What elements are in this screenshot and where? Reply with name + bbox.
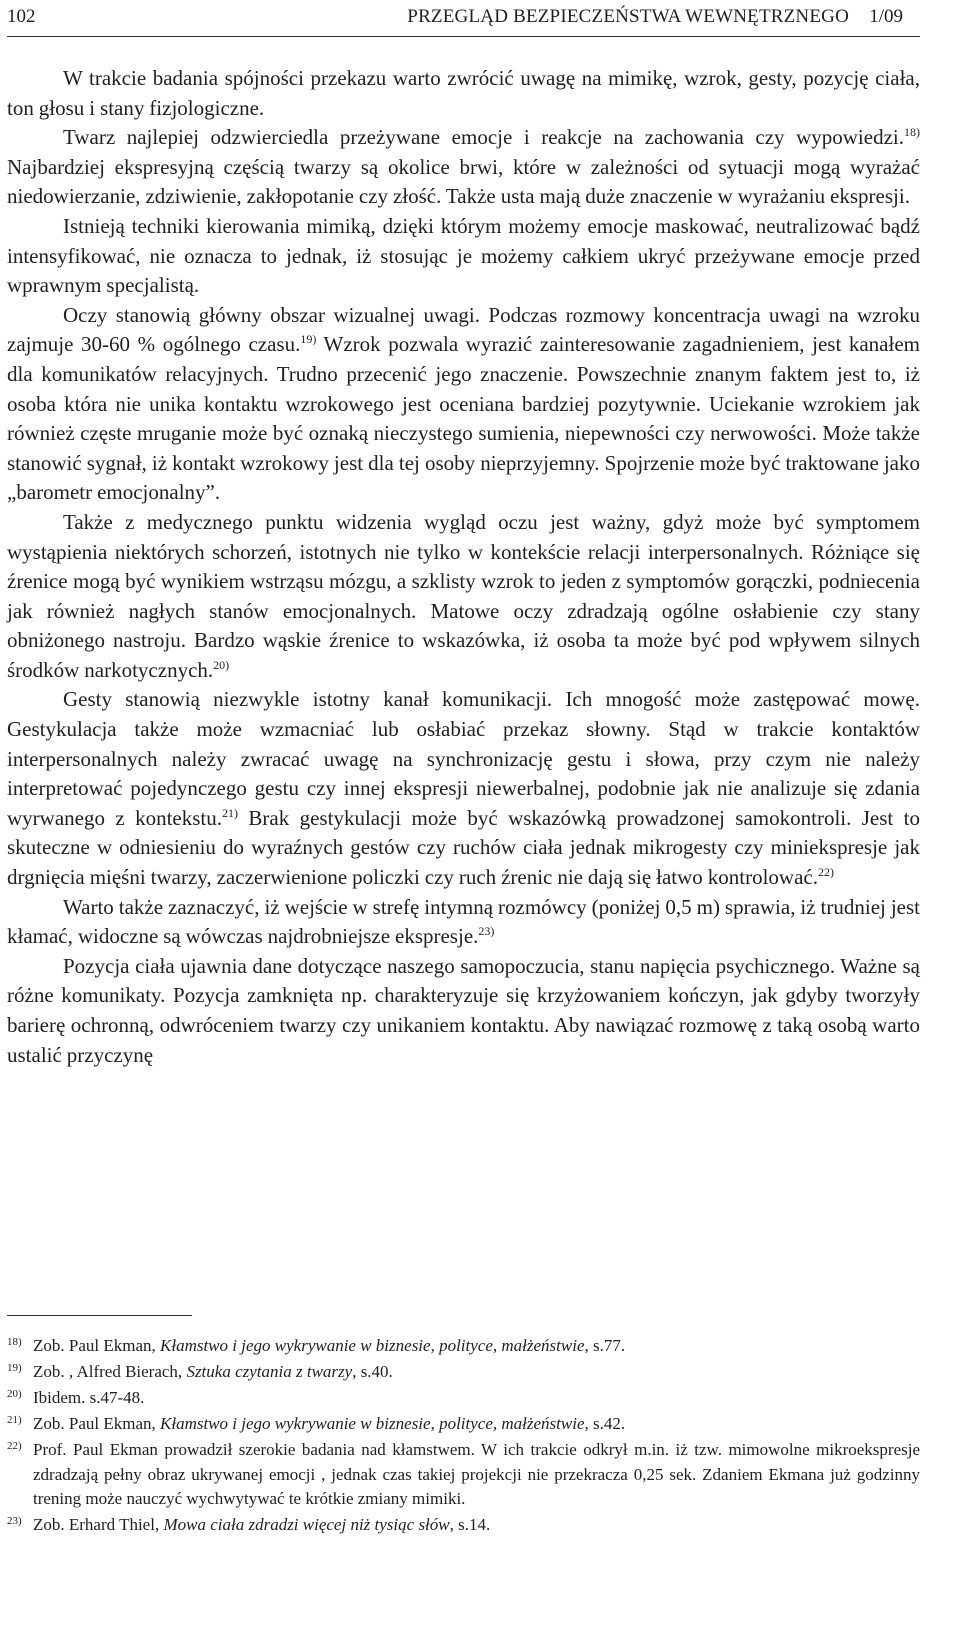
footnote-book-title: Sztuka czytania z twarzy xyxy=(186,1362,353,1381)
paragraph-gaze-overview xyxy=(7,64,920,123)
footnote-22 xyxy=(7,1438,920,1512)
footnote-number: 22) xyxy=(7,1440,22,1452)
paragraph-text: Brak gestykulacji może być wskazówką prowadzonej samokontroli. Jest to skuteczne w odniesieniu do wyraźnych gestów czy ruchów ciała jednak mikrogesty czy miniekspresje jak drgnięcia mięśni twarzy, zaczerwienione policzki czy ruch źrenic nie dają się łatwo kontrolować. xyxy=(7,805,920,890)
footnote-number: 20) xyxy=(7,1388,22,1400)
paragraph-text: Warto także zaznaczyć, iż wejście w strefę intymną rozmówcy (poniżej 0,5 m) sprawia, iż trudniej jest kłamać, widoczne są wówczas najdrobniejsze ekspresje. xyxy=(7,894,920,949)
paragraph-intimate-zone xyxy=(7,893,920,952)
paragraph-text: Także z medycznego punktu widzenia wygląd oczu jest ważny, gdyż może być symptomem wystąpienia niektórych schorzeń, istotnych nie tylko w kontekście relacji interpersonalnych. Różniące się źrenice mogą być wynikiem wstrząsu mózgu, a szklisty wzrok to jeden z symptomów gorączki, podniecenia jak również nagłych stanów emocjonalnych. Matowe oczy zdradzają ogólne osłabienie czy stany obniżonego nastroju. Bardzo wąskie źrenice to wskazówka, iż osoba ta może być pod wpływem silnych środków narkotycznych. xyxy=(7,509,920,682)
footnote-21 xyxy=(7,1412,920,1437)
footnote-book-title: Mowa ciała zdradzi więcej niż tysiąc słów xyxy=(163,1515,450,1534)
paragraph-gestures xyxy=(7,685,920,892)
header-divider xyxy=(7,36,920,37)
footnote-number: 19) xyxy=(7,1362,22,1374)
journal-title: PRZEGLĄD BEZPIECZEŃSTWA WEWNĘTRZNEGO xyxy=(407,6,849,27)
footnote-text: Ibidem. s.47-48. xyxy=(33,1388,145,1407)
footnote-ref-18[interactable]: 18) xyxy=(904,125,920,140)
footnote-text: Zob. Paul Ekman, xyxy=(33,1336,161,1355)
footnote-text: Zob. Paul Ekman, xyxy=(33,1414,161,1433)
footnote-text: Prof. Paul Ekman prowadził szerokie badania nad kłamstwem. W ich trakcie odkrył m.in. iż tzw. mimowolne mikroekspresje zdradzają pełny obraz ukrywanej emocji , jednak czas takiej projekcji nie przekracza 0,25 sek. Zdaniem Ekmana już godzinny trening może nauczyć wychwytywać te krótkie zmiany mimiki. xyxy=(33,1440,920,1508)
footnote-text: , s.42. xyxy=(584,1414,626,1433)
paragraph-text: W trakcie badania spójności przekazu warto zwrócić uwagę na mimikę, wzrok, gesty, pozycję ciała, ton głosu i stany fizjologiczne. xyxy=(7,66,920,120)
footnote-text: , s.77. xyxy=(584,1336,626,1355)
footnote-18 xyxy=(7,1334,920,1359)
paragraph-medical xyxy=(7,508,920,686)
footnote-book-title: Kłamstwo i jego wykrywanie w biznesie, polityce, małżeństwie xyxy=(160,1336,585,1355)
footnote-ref-21[interactable]: 21) xyxy=(222,805,238,820)
article-body xyxy=(7,64,920,1070)
paragraph-text: Istnieją techniki kierowania mimiką, dzięki którym możemy emocje maskować, neutralizować bądź intensyfikować, nie oznacza to jednak, iż stosując je możemy całkiem ukryć przeżywane emocje przed wprawnym specjalistą. xyxy=(7,213,920,298)
page-number: 102 xyxy=(7,6,36,27)
issue-number: 1/09 xyxy=(869,6,903,27)
footnote-ref-20[interactable]: 20) xyxy=(213,657,230,672)
paragraph-face xyxy=(7,123,920,212)
footnote-text: Zob. , Alfred Bierach, xyxy=(33,1362,187,1381)
paragraph-text: Twarz najlepiej odzwierciedla przeżywane emocje i reakcje na zachowania czy wypowiedzi. xyxy=(63,125,904,150)
paragraph-mimic-control xyxy=(7,212,920,301)
footnote-text: , s.40. xyxy=(352,1362,393,1381)
footnote-ref-19[interactable]: 19) xyxy=(300,332,317,347)
footnote-book-title: Kłamstwo i jego wykrywanie w biznesie, polityce, małżeństwie xyxy=(160,1414,585,1433)
paragraph-text: Gesty stanowią niezwykle istotny kanał komunikacji. Ich mnogość może zastępować mowę. Gestykulacja także może wzmacniać lub osłabiać przekaz słowny. Stąd w trakcie kontaktów interpersonalnych należy zwracać uwagę na synchronizację gestu i słowa, przy czym nie należy interpretować pojedynczego gestu czy innej ekspresji niewerbalnej, podobnie jak nie analizuje się zdania wyrwanego z kontekstu. xyxy=(7,687,920,830)
paragraph-text: Pozycja ciała ujawnia dane dotyczące naszego samopoczucia, stanu napięcia psychicznego. Ważne są różne komunikaty. Pozycja zamknięta np. charakteryzuje się krzyżowaniem kończyn, jak gdyby tworzyły barierę ochronną, odwróceniem twarzy czy unikaniem kontaktu. Aby nawiązać rozmowę z taką osobą warto ustalić przyczynę xyxy=(7,953,920,1067)
footnote-number: 21) xyxy=(7,1414,22,1426)
footnote-19 xyxy=(7,1360,920,1385)
footnotes xyxy=(7,1334,920,1539)
running-header xyxy=(7,6,903,28)
paragraph-text: Wzrok pozwala wyrazić zainteresowanie zagadnieniem, jest kanałem dla komunikatów relacyjnych. Trudno przecenić jego znaczenie. Powszechnie znanym faktem jest to, iż osoba która nie unika kontaktu wzrokowego jest oceniana bardziej pozytywnie. Uciekanie wzrokiem jak również częste mruganie może być oznaką nieczystego sumienia, niepewności czy nerwowości. Może także stanowić sygnał, iż kontakt wzrokowy jest dla tej osoby nieprzyjemny. Spojrzenie może być traktowane jako „barometr emocjonalny”. xyxy=(7,332,920,505)
paragraph-eyes xyxy=(7,301,920,508)
footnote-number: 23) xyxy=(7,1515,22,1527)
paragraph-text: Najbardziej ekspresyjną częścią twarzy są okolice brwi, które w zależności od sytuacji mogą wyrażać niedowierzanie, zdziwienie, zakłopotanie czy złość. Także usta mają duże znaczenie w wyrażaniu ekspresji. xyxy=(7,154,920,209)
footnote-number: 18) xyxy=(7,1336,22,1348)
footnote-ref-23[interactable]: 23) xyxy=(478,924,495,939)
footnote-text: , s.14. xyxy=(449,1515,491,1534)
footnote-text: Zob. Erhard Thiel, xyxy=(33,1515,164,1534)
footnote-20 xyxy=(7,1386,920,1411)
footnote-ref-22[interactable]: 22) xyxy=(817,865,834,880)
paragraph-body-position xyxy=(7,952,920,1070)
footnote-23 xyxy=(7,1513,920,1538)
footnote-divider xyxy=(7,1315,192,1316)
paragraph-text: Oczy stanowią główny obszar wizualnej uwagi. Podczas rozmowy koncentracja uwagi na wzroku zajmuje 30-60 % ogólnego czasu. xyxy=(7,302,920,357)
